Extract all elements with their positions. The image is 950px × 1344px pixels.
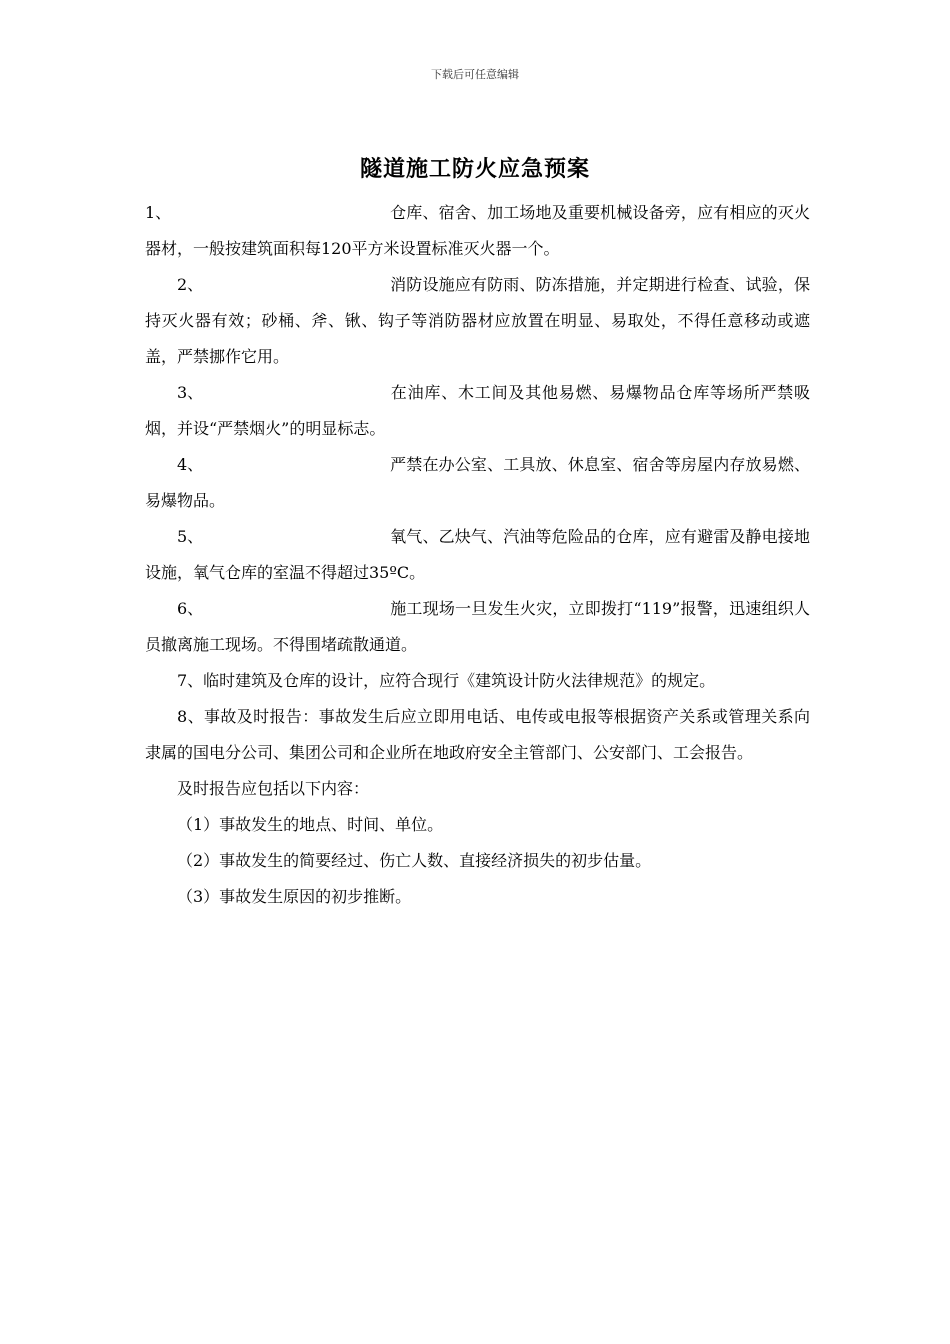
paragraph-number: 5、 xyxy=(177,527,204,546)
paragraph-text: 严禁在办公室、工具放、休息室、宿舍等房屋内存放易燃、易爆物品。 xyxy=(145,455,810,510)
paragraph-2 xyxy=(145,267,810,375)
paragraph-number: 1、 xyxy=(145,203,172,222)
paragraph-number: 3、 xyxy=(177,383,204,402)
report-intro: 及时报告应包括以下内容： xyxy=(177,779,370,798)
paragraph-text: 仓库、宿舍、加工场地及重要机械设备旁，应有相应的灭火器材，一般按建筑面积每120平方米设置标准灭火器一个。 xyxy=(145,203,810,258)
paragraph-8: 8、事故及时报告：事故发生后应立即用电话、电传或电报等根据资产关系或管理关系向隶属的国电分公司、集团公司和企业所在地政府安全主管部门、公安部门、工会报告。 xyxy=(145,707,810,762)
paragraph-number: 2、 xyxy=(177,275,204,294)
paragraph-text: 施工现场一旦发生火灾，立即拨打“119”报警，迅速组织人员撤离施工现场。不得围堵疏散通道。 xyxy=(145,599,810,654)
report-item-2: （2）事故发生的简要经过、伤亡人数、直接经济损失的初步估量。 xyxy=(177,851,652,870)
paragraph-3 xyxy=(145,375,810,447)
paragraph-4 xyxy=(145,447,810,519)
paragraph-1 xyxy=(145,195,810,267)
paragraph-text: 在油库、木工间及其他易燃、易爆物品仓库等场所严禁吸烟，并设“严禁烟火”的明显标志。 xyxy=(145,383,810,438)
paragraph-text: 氧气、乙炔气、汽油等危险品的仓库，应有避雷及静电接地设施，氧气仓库的室温不得超过35ºC。 xyxy=(145,527,810,582)
report-item-3: （3）事故发生原因的初步推断。 xyxy=(177,887,412,906)
paragraph-number: 4、 xyxy=(177,455,204,474)
paragraph-number: 6、 xyxy=(177,599,204,618)
paragraph-7: 7、临时建筑及仓库的设计，应符合现行《建筑设计防火法律规范》的规定。 xyxy=(177,671,716,690)
paragraph-6 xyxy=(145,591,810,663)
paragraph-text: 消防设施应有防雨、防冻措施，并定期进行检查、试验，保持灭火器有效；砂桶、斧、锹、钩子等消防器材应放置在明显、易取处，不得任意移动或遮盖，严禁挪作它用。 xyxy=(145,275,810,366)
document-body xyxy=(145,195,810,915)
report-item-1: （1）事故发生的地点、时间、单位。 xyxy=(177,815,444,834)
header-note: 下载后可任意编辑 xyxy=(431,68,519,81)
document-title: 隧道施工防火应急预案 xyxy=(359,156,590,182)
paragraph-5 xyxy=(145,519,810,591)
